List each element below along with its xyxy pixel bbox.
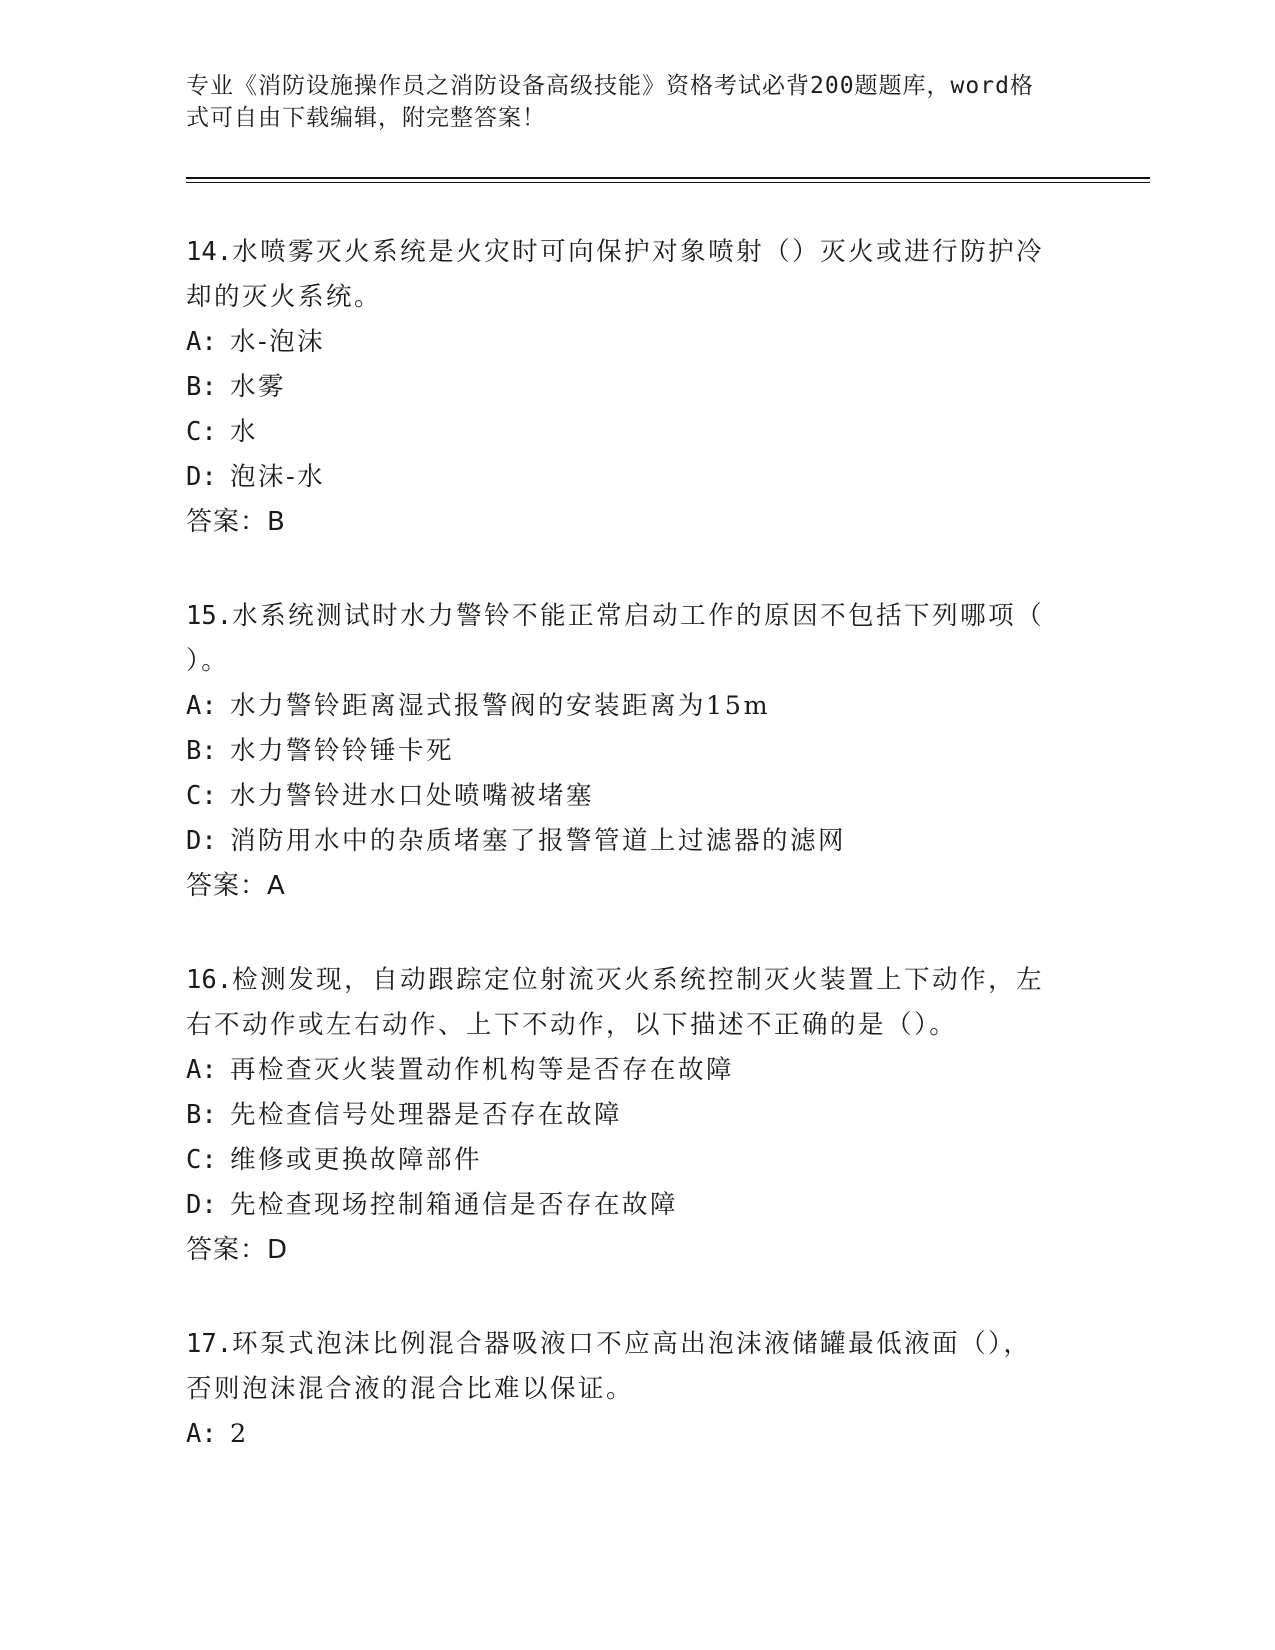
header-divider-thick [186, 177, 1150, 179]
option-text: 先检查信号处理器是否存在故障 [230, 1100, 623, 1130]
question-stem-line-1: 水系统测试时水力警铃不能正常启动工作的原因不包括下列哪项（ [232, 601, 1045, 631]
question-stem-line-2: 否则泡沫混合液的混合比难以保证。 [186, 1374, 635, 1404]
option-c [186, 774, 1086, 819]
option-text: 消防用水中的杂质堵塞了报警管道上过滤器的滤网 [230, 826, 847, 856]
option-c [186, 1138, 1086, 1183]
option-a [186, 684, 1086, 729]
question-16 [186, 958, 1086, 1273]
option-key: B: [186, 736, 217, 766]
option-d [186, 819, 1086, 864]
option-b [186, 365, 1086, 410]
header-line-1: 专业《消防设施操作员之消防设备高级技能》资格考试必背200题题库，word格 [186, 73, 1034, 99]
option-text: 再检查灭火装置动作机构等是否存在故障 [230, 1055, 735, 1085]
question-stem-line-1: 环泵式泡沫比例混合器吸液口不应高出泡沫液储罐最低液面（）， [232, 1329, 1032, 1359]
question-stem [186, 230, 1086, 275]
option-a [186, 1048, 1086, 1093]
option-key: A: [186, 691, 217, 721]
option-text: 泡沫-水 [230, 462, 326, 492]
option-text: 水-泡沫 [230, 327, 326, 357]
option-text: 水力警铃距离湿式报警阀的安装距离为15m [230, 691, 771, 721]
document-header [186, 70, 1066, 134]
question-14 [186, 230, 1086, 545]
question-stem-line-2: 右不动作或左右动作、上下不动作，以下描述不正确的是（）。 [186, 1010, 958, 1040]
option-c [186, 410, 1086, 455]
question-stem-line-2: 却的灭火系统。 [186, 282, 383, 312]
answer-line: 答案：A [186, 871, 286, 901]
option-b [186, 729, 1086, 774]
question-15 [186, 594, 1086, 909]
option-text: 水 [230, 417, 259, 447]
option-text: 2 [230, 1419, 249, 1449]
question-number: 17. [186, 1329, 233, 1359]
option-key: A: [186, 1419, 217, 1449]
answer-line: 答案：D [186, 1235, 289, 1265]
option-key: D: [186, 826, 217, 856]
option-text: 水力警铃铃锤卡死 [230, 736, 455, 766]
option-key: A: [186, 1055, 217, 1085]
option-key: B: [186, 372, 217, 402]
option-a [186, 320, 1086, 365]
option-d [186, 1183, 1086, 1228]
option-text: 水雾 [230, 372, 287, 402]
question-stem [186, 594, 1086, 639]
option-d [186, 455, 1086, 500]
header-line-2: 式可自由下载编辑，附完整答案！ [186, 105, 546, 131]
option-key: A: [186, 327, 217, 357]
question-list [186, 230, 1086, 1506]
question-stem-line-1: 水喷雾灭火系统是火灾时可向保护对象喷射（）灭火或进行防护冷 [232, 237, 1045, 267]
option-key: C: [186, 781, 217, 811]
question-stem [186, 1322, 1086, 1367]
question-17 [186, 1322, 1086, 1457]
option-key: C: [186, 1145, 217, 1175]
option-key: D: [186, 1190, 217, 1220]
question-stem-line-1: 检测发现，自动跟踪定位射流灭火系统控制灭火装置上下动作，左 [232, 965, 1045, 995]
question-number: 14. [186, 237, 233, 267]
option-key: B: [186, 1100, 217, 1130]
question-stem-line-2: ）。 [186, 646, 230, 676]
option-key: D: [186, 462, 217, 492]
header-divider-thin [186, 182, 1150, 183]
option-text: 水力警铃进水口处喷嘴被堵塞 [230, 781, 595, 811]
question-number: 16. [186, 965, 233, 995]
option-text: 维修或更换故障部件 [230, 1145, 483, 1175]
option-a [186, 1412, 1086, 1457]
question-stem [186, 958, 1086, 1003]
answer-line: 答案：B [186, 507, 286, 537]
question-number: 15. [186, 601, 233, 631]
option-key: C: [186, 417, 217, 447]
option-b [186, 1093, 1086, 1138]
option-text: 先检查现场控制箱通信是否存在故障 [230, 1190, 679, 1220]
